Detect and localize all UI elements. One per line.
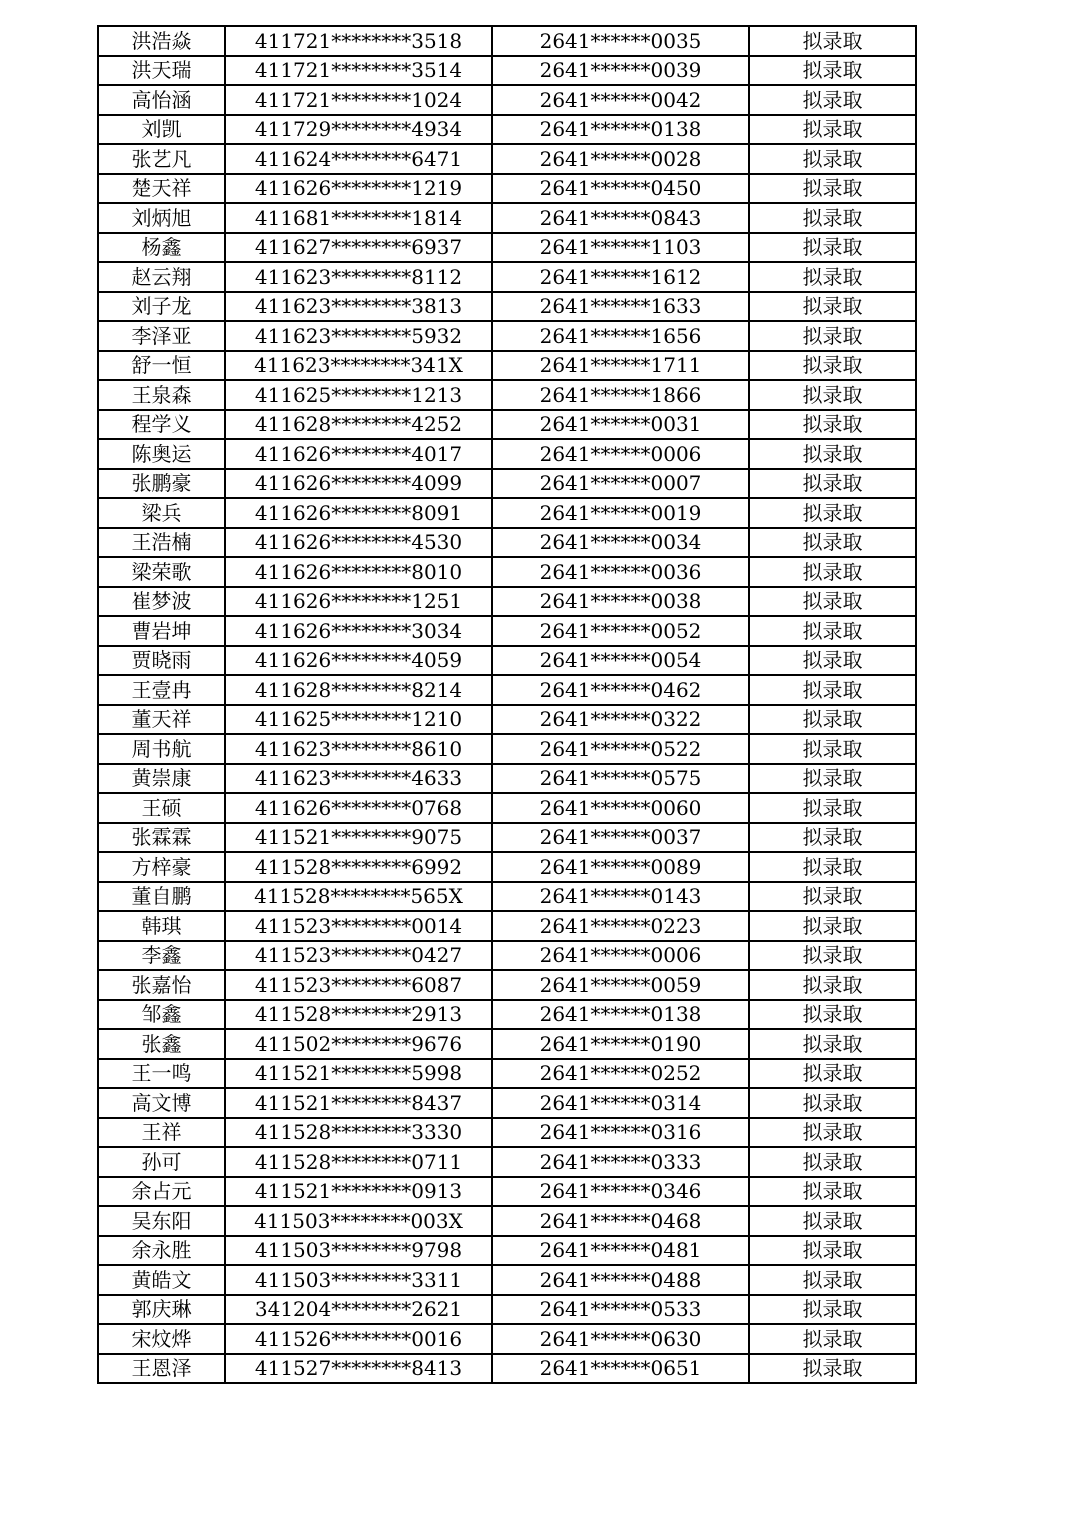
status-cell: 拟录取 (749, 203, 916, 233)
id-number-cell: 411626********1219 (225, 174, 492, 204)
exam-number-cell: 2641******0346 (492, 1177, 749, 1207)
name-cell: 王祥 (98, 1118, 225, 1148)
id-number-cell: 411627********6937 (225, 233, 492, 263)
exam-number-cell: 2641******0036 (492, 557, 749, 587)
table-row (98, 380, 916, 410)
status-cell: 拟录取 (749, 1177, 916, 1207)
status-cell: 拟录取 (749, 380, 916, 410)
status-cell: 拟录取 (749, 1059, 916, 1089)
exam-number-cell: 2641******0481 (492, 1236, 749, 1266)
table-row (98, 1088, 916, 1118)
name-cell: 刘子龙 (98, 292, 225, 322)
name-cell: 刘凯 (98, 115, 225, 145)
table-row (98, 1354, 916, 1384)
name-cell: 赵云翔 (98, 262, 225, 292)
id-number-cell: 411721********3514 (225, 56, 492, 86)
id-number-cell: 411626********4017 (225, 439, 492, 469)
name-cell: 张霖霖 (98, 823, 225, 853)
name-cell: 曹岩坤 (98, 616, 225, 646)
table-row (98, 233, 916, 263)
exam-number-cell: 2641******0322 (492, 705, 749, 735)
name-cell: 王浩楠 (98, 528, 225, 558)
id-number-cell: 411626********8091 (225, 498, 492, 528)
name-cell: 梁兵 (98, 498, 225, 528)
id-number-cell: 411625********1210 (225, 705, 492, 735)
id-number-cell: 341204********2621 (225, 1295, 492, 1325)
status-cell: 拟录取 (749, 764, 916, 794)
table-row (98, 823, 916, 853)
id-number-cell: 411528********565X (225, 882, 492, 912)
id-number-cell: 411625********1213 (225, 380, 492, 410)
name-cell: 周书航 (98, 734, 225, 764)
name-cell: 张嘉怡 (98, 970, 225, 1000)
table-row (98, 793, 916, 823)
id-number-cell: 411623********341X (225, 351, 492, 381)
id-number-cell: 411527********8413 (225, 1354, 492, 1384)
id-number-cell: 411521********5998 (225, 1059, 492, 1089)
exam-number-cell: 2641******1103 (492, 233, 749, 263)
table-row (98, 1206, 916, 1236)
table-row (98, 1177, 916, 1207)
exam-number-cell: 2641******0052 (492, 616, 749, 646)
table-row (98, 705, 916, 735)
name-cell: 张鑫 (98, 1029, 225, 1059)
status-cell: 拟录取 (749, 439, 916, 469)
name-cell: 高怡涵 (98, 85, 225, 115)
table-row (98, 321, 916, 351)
id-number-cell: 411503********003X (225, 1206, 492, 1236)
status-cell: 拟录取 (749, 1000, 916, 1030)
status-cell: 拟录取 (749, 351, 916, 381)
exam-number-cell: 2641******0575 (492, 764, 749, 794)
table-row (98, 1000, 916, 1030)
status-cell: 拟录取 (749, 616, 916, 646)
table-row (98, 1059, 916, 1089)
status-cell: 拟录取 (749, 1265, 916, 1295)
id-number-cell: 411521********0913 (225, 1177, 492, 1207)
exam-number-cell: 2641******0089 (492, 852, 749, 882)
id-number-cell: 411523********6087 (225, 970, 492, 1000)
status-cell: 拟录取 (749, 1029, 916, 1059)
id-number-cell: 411521********9075 (225, 823, 492, 853)
status-cell: 拟录取 (749, 528, 916, 558)
exam-number-cell: 2641******0138 (492, 1000, 749, 1030)
status-cell: 拟录取 (749, 882, 916, 912)
status-cell: 拟录取 (749, 941, 916, 971)
id-number-cell: 411626********0768 (225, 793, 492, 823)
name-cell: 杨鑫 (98, 233, 225, 263)
table-row (98, 1029, 916, 1059)
id-number-cell: 411523********0014 (225, 911, 492, 941)
name-cell: 洪浩焱 (98, 26, 225, 56)
status-cell: 拟录取 (749, 734, 916, 764)
table-row (98, 911, 916, 941)
exam-number-cell: 2641******0007 (492, 469, 749, 499)
table-row (98, 882, 916, 912)
exam-number-cell: 2641******0651 (492, 1354, 749, 1384)
name-cell: 孙可 (98, 1147, 225, 1177)
exam-number-cell: 2641******0143 (492, 882, 749, 912)
table-row (98, 557, 916, 587)
exam-number-cell: 2641******0037 (492, 823, 749, 853)
id-number-cell: 411626********1251 (225, 587, 492, 617)
id-number-cell: 411729********4934 (225, 115, 492, 145)
exam-number-cell: 2641******1656 (492, 321, 749, 351)
exam-number-cell: 2641******1612 (492, 262, 749, 292)
status-cell: 拟录取 (749, 1295, 916, 1325)
status-cell: 拟录取 (749, 56, 916, 86)
status-cell: 拟录取 (749, 469, 916, 499)
id-number-cell: 411623********8112 (225, 262, 492, 292)
exam-number-cell: 2641******0190 (492, 1029, 749, 1059)
name-cell: 刘炳旭 (98, 203, 225, 233)
id-number-cell: 411521********8437 (225, 1088, 492, 1118)
id-number-cell: 411623********5932 (225, 321, 492, 351)
id-number-cell: 411503********3311 (225, 1265, 492, 1295)
id-number-cell: 411526********0016 (225, 1324, 492, 1354)
status-cell: 拟录取 (749, 1236, 916, 1266)
status-cell: 拟录取 (749, 1088, 916, 1118)
table-row (98, 1118, 916, 1148)
name-cell: 洪天瑞 (98, 56, 225, 86)
status-cell: 拟录取 (749, 233, 916, 263)
table-row (98, 56, 916, 86)
id-number-cell: 411626********4530 (225, 528, 492, 558)
id-number-cell: 411626********4059 (225, 646, 492, 676)
status-cell: 拟录取 (749, 85, 916, 115)
exam-number-cell: 2641******0060 (492, 793, 749, 823)
id-number-cell: 411626********3034 (225, 616, 492, 646)
table-row (98, 144, 916, 174)
exam-number-cell: 2641******0316 (492, 1118, 749, 1148)
name-cell: 余永胜 (98, 1236, 225, 1266)
table-row (98, 970, 916, 1000)
name-cell: 余占元 (98, 1177, 225, 1207)
exam-number-cell: 2641******0059 (492, 970, 749, 1000)
name-cell: 董天祥 (98, 705, 225, 735)
name-cell: 崔梦波 (98, 587, 225, 617)
status-cell: 拟录取 (749, 705, 916, 735)
exam-number-cell: 2641******0450 (492, 174, 749, 204)
name-cell: 高文博 (98, 1088, 225, 1118)
name-cell: 王壹冉 (98, 675, 225, 705)
name-cell: 方梓豪 (98, 852, 225, 882)
table-row (98, 764, 916, 794)
exam-number-cell: 2641******0038 (492, 587, 749, 617)
status-cell: 拟录取 (749, 675, 916, 705)
status-cell: 拟录取 (749, 1324, 916, 1354)
id-number-cell: 411626********4099 (225, 469, 492, 499)
table-row (98, 528, 916, 558)
table-row (98, 941, 916, 971)
exam-number-cell: 2641******0252 (492, 1059, 749, 1089)
table-row (98, 351, 916, 381)
table-row (98, 1265, 916, 1295)
table-row (98, 115, 916, 145)
exam-number-cell: 2641******0034 (492, 528, 749, 558)
table-row (98, 85, 916, 115)
name-cell: 梁荣歌 (98, 557, 225, 587)
id-number-cell: 411623********8610 (225, 734, 492, 764)
table-row (98, 439, 916, 469)
status-cell: 拟录取 (749, 1354, 916, 1384)
exam-number-cell: 2641******1633 (492, 292, 749, 322)
id-number-cell: 411624********6471 (225, 144, 492, 174)
status-cell: 拟录取 (749, 793, 916, 823)
exam-number-cell: 2641******0462 (492, 675, 749, 705)
exam-number-cell: 2641******0006 (492, 941, 749, 971)
table-body (98, 26, 916, 1383)
exam-number-cell: 2641******0019 (492, 498, 749, 528)
status-cell: 拟录取 (749, 262, 916, 292)
table-row (98, 203, 916, 233)
name-cell: 宋炆烨 (98, 1324, 225, 1354)
exam-number-cell: 2641******0138 (492, 115, 749, 145)
exam-number-cell: 2641******1866 (492, 380, 749, 410)
name-cell: 王恩泽 (98, 1354, 225, 1384)
table-row (98, 616, 916, 646)
status-cell: 拟录取 (749, 115, 916, 145)
exam-number-cell: 2641******0039 (492, 56, 749, 86)
id-number-cell: 411528********2913 (225, 1000, 492, 1030)
table-row (98, 1236, 916, 1266)
table-row (98, 1324, 916, 1354)
status-cell: 拟录取 (749, 823, 916, 853)
status-cell: 拟录取 (749, 174, 916, 204)
id-number-cell: 411628********4252 (225, 410, 492, 440)
status-cell: 拟录取 (749, 587, 916, 617)
exam-number-cell: 2641******0042 (492, 85, 749, 115)
name-cell: 黄皓文 (98, 1265, 225, 1295)
status-cell: 拟录取 (749, 1118, 916, 1148)
table-row (98, 675, 916, 705)
name-cell: 王硕 (98, 793, 225, 823)
id-number-cell: 411528********0711 (225, 1147, 492, 1177)
exam-number-cell: 2641******0054 (492, 646, 749, 676)
exam-number-cell: 2641******0843 (492, 203, 749, 233)
name-cell: 舒一恒 (98, 351, 225, 381)
table-row (98, 498, 916, 528)
name-cell: 郭庆琳 (98, 1295, 225, 1325)
status-cell: 拟录取 (749, 410, 916, 440)
exam-number-cell: 2641******0006 (492, 439, 749, 469)
table-row (98, 587, 916, 617)
status-cell: 拟录取 (749, 498, 916, 528)
exam-number-cell: 2641******0468 (492, 1206, 749, 1236)
exam-number-cell: 2641******1711 (492, 351, 749, 381)
id-number-cell: 411502********9676 (225, 1029, 492, 1059)
table-row (98, 1295, 916, 1325)
status-cell: 拟录取 (749, 646, 916, 676)
status-cell: 拟录取 (749, 1147, 916, 1177)
exam-number-cell: 2641******0223 (492, 911, 749, 941)
id-number-cell: 411628********8214 (225, 675, 492, 705)
table-row (98, 262, 916, 292)
name-cell: 李鑫 (98, 941, 225, 971)
exam-number-cell: 2641******0035 (492, 26, 749, 56)
table-row (98, 646, 916, 676)
name-cell: 黄崇康 (98, 764, 225, 794)
id-number-cell: 411623********3813 (225, 292, 492, 322)
id-number-cell: 411721********3518 (225, 26, 492, 56)
exam-number-cell: 2641******0488 (492, 1265, 749, 1295)
id-number-cell: 411528********3330 (225, 1118, 492, 1148)
id-number-cell: 411503********9798 (225, 1236, 492, 1266)
id-number-cell: 411681********1814 (225, 203, 492, 233)
status-cell: 拟录取 (749, 557, 916, 587)
name-cell: 李泽亚 (98, 321, 225, 351)
exam-number-cell: 2641******0031 (492, 410, 749, 440)
status-cell: 拟录取 (749, 852, 916, 882)
table-row (98, 26, 916, 56)
name-cell: 董自鹏 (98, 882, 225, 912)
status-cell: 拟录取 (749, 144, 916, 174)
status-cell: 拟录取 (749, 292, 916, 322)
status-cell: 拟录取 (749, 321, 916, 351)
id-number-cell: 411523********0427 (225, 941, 492, 971)
name-cell: 陈奥运 (98, 439, 225, 469)
name-cell: 楚天祥 (98, 174, 225, 204)
table-row (98, 734, 916, 764)
exam-number-cell: 2641******0630 (492, 1324, 749, 1354)
name-cell: 张鹏豪 (98, 469, 225, 499)
id-number-cell: 411623********4633 (225, 764, 492, 794)
table-row (98, 410, 916, 440)
name-cell: 邹鑫 (98, 1000, 225, 1030)
id-number-cell: 411528********6992 (225, 852, 492, 882)
table-row (98, 1147, 916, 1177)
name-cell: 贾晓雨 (98, 646, 225, 676)
exam-number-cell: 2641******0533 (492, 1295, 749, 1325)
name-cell: 韩琪 (98, 911, 225, 941)
exam-number-cell: 2641******0333 (492, 1147, 749, 1177)
table-row (98, 469, 916, 499)
exam-number-cell: 2641******0314 (492, 1088, 749, 1118)
name-cell: 吴东阳 (98, 1206, 225, 1236)
name-cell: 王一鸣 (98, 1059, 225, 1089)
table-row (98, 852, 916, 882)
admission-table (97, 25, 917, 1384)
id-number-cell: 411721********1024 (225, 85, 492, 115)
name-cell: 程学义 (98, 410, 225, 440)
status-cell: 拟录取 (749, 1206, 916, 1236)
id-number-cell: 411626********8010 (225, 557, 492, 587)
name-cell: 张艺凡 (98, 144, 225, 174)
status-cell: 拟录取 (749, 911, 916, 941)
table-row (98, 292, 916, 322)
exam-number-cell: 2641******0028 (492, 144, 749, 174)
name-cell: 王泉森 (98, 380, 225, 410)
status-cell: 拟录取 (749, 970, 916, 1000)
table-row (98, 174, 916, 204)
status-cell: 拟录取 (749, 26, 916, 56)
exam-number-cell: 2641******0522 (492, 734, 749, 764)
